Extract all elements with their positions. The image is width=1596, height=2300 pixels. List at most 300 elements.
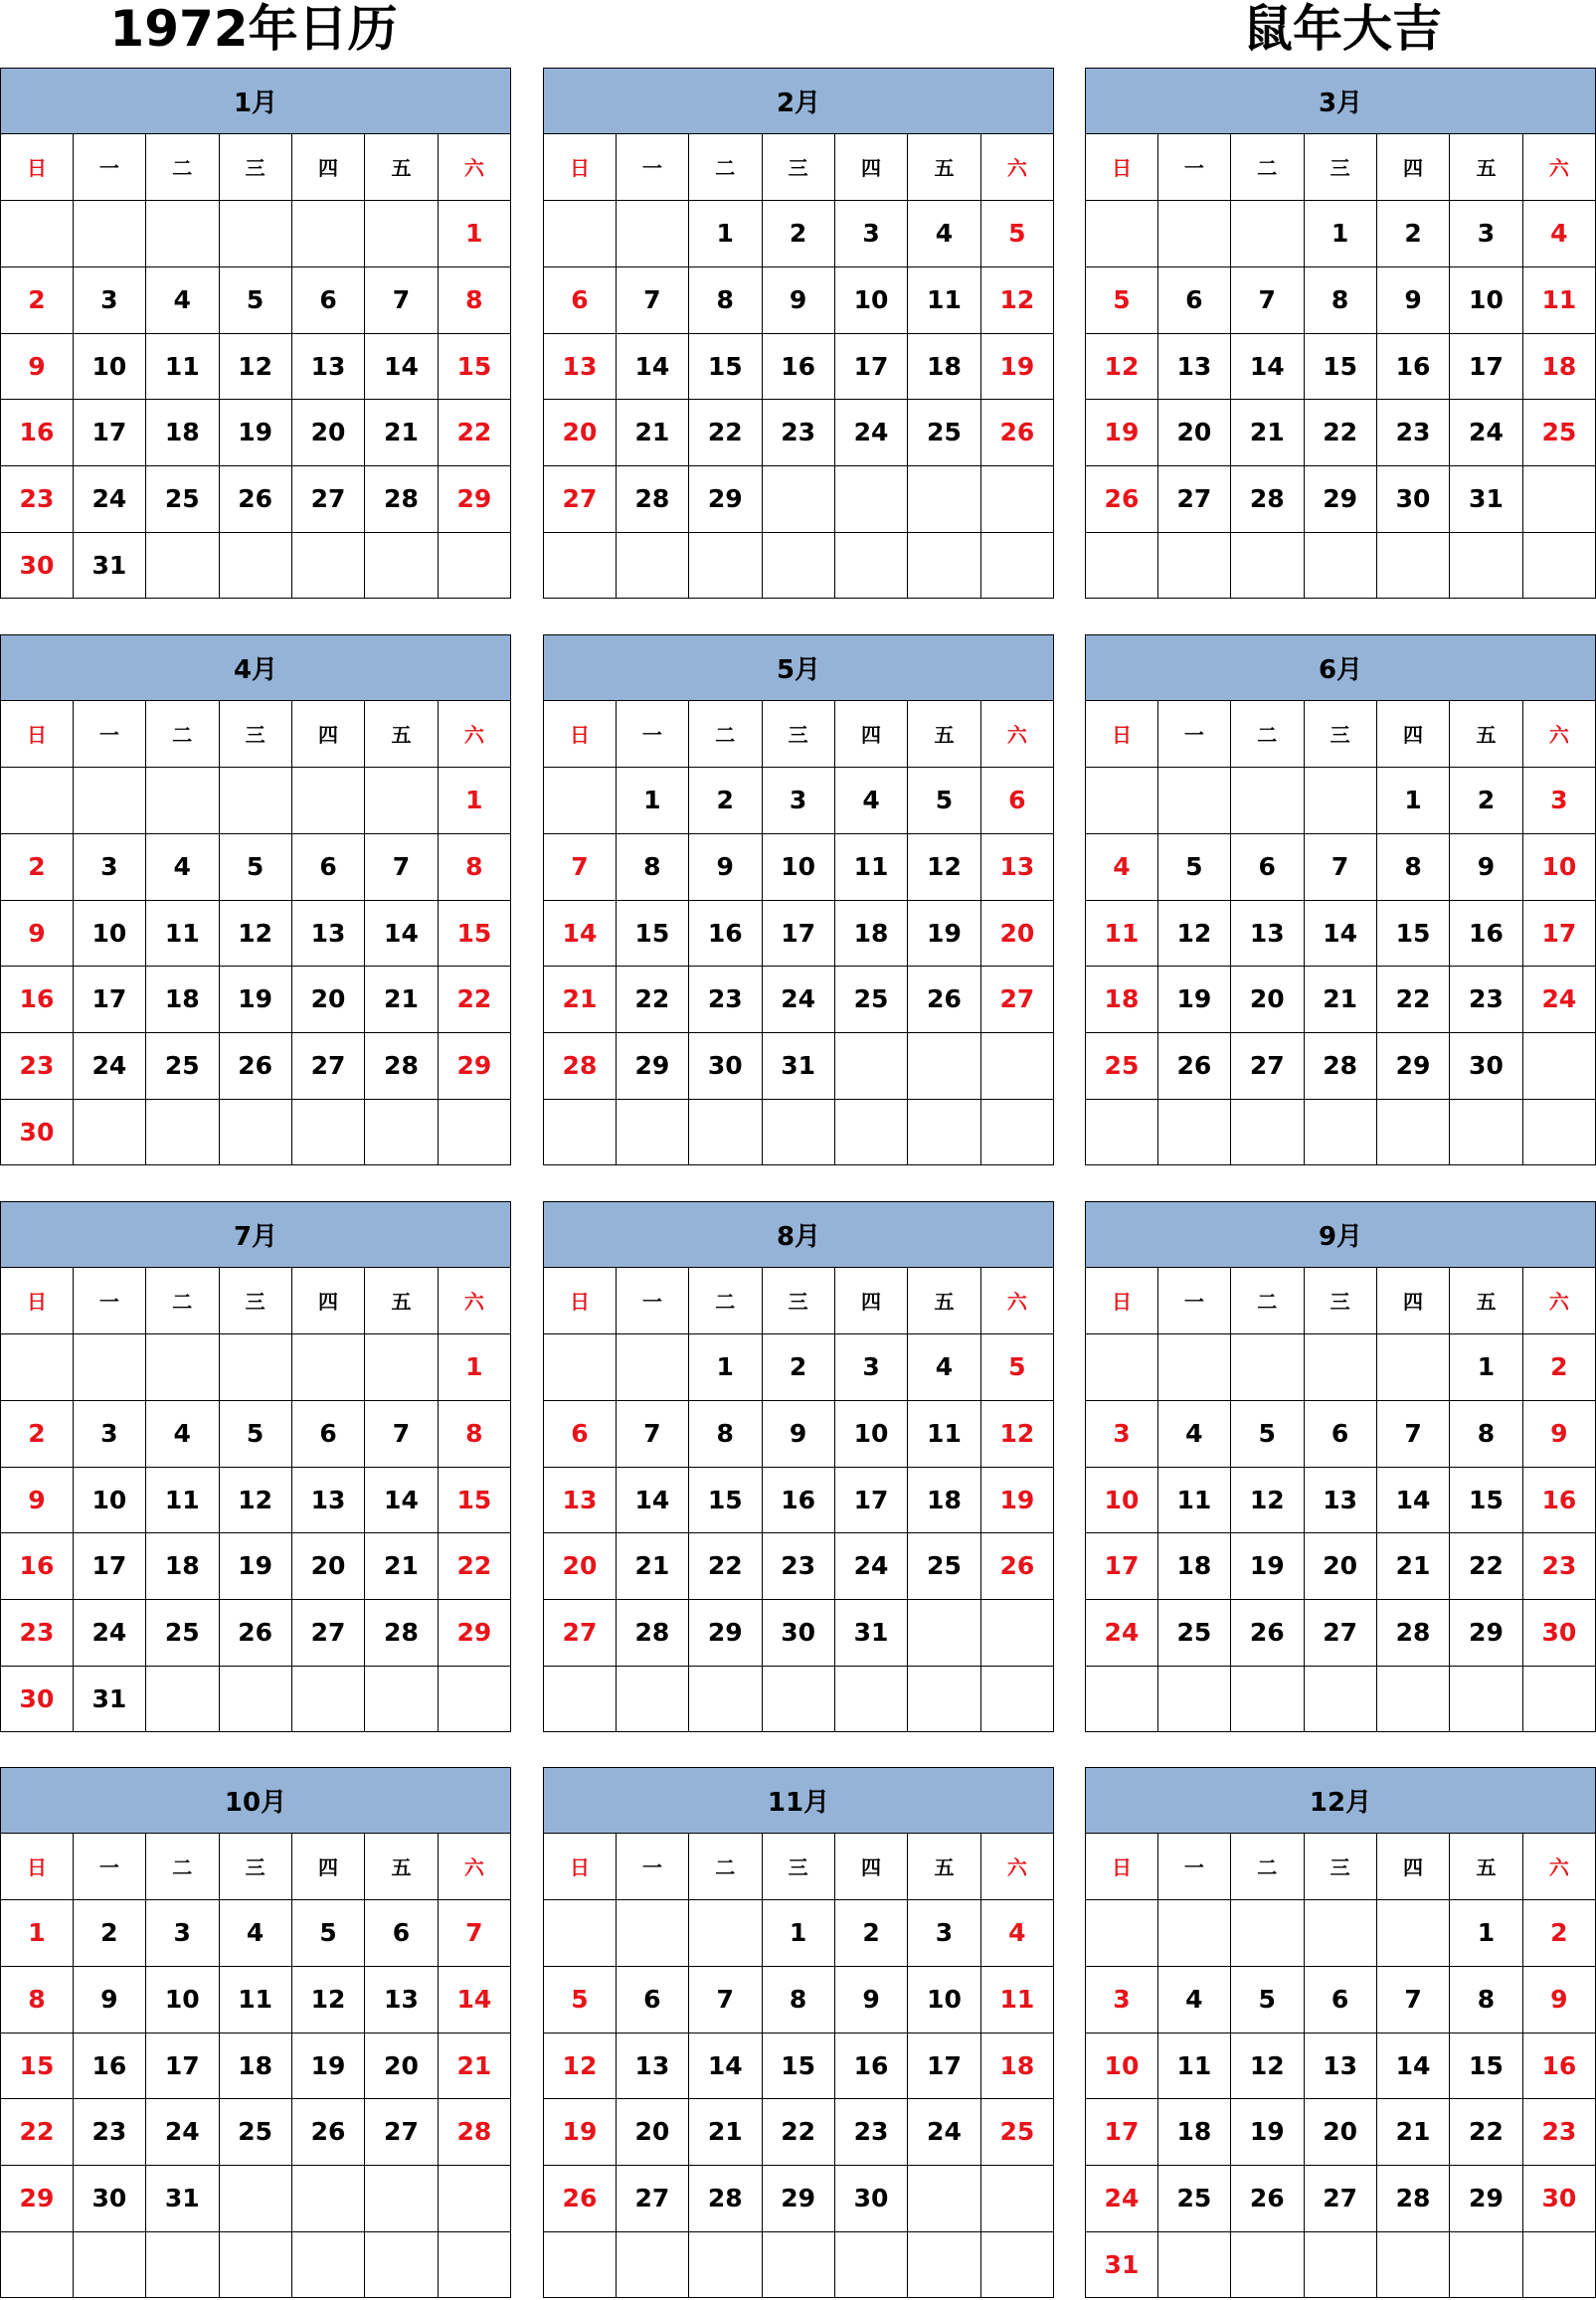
day-cell: 5 xyxy=(543,1966,617,2033)
day-cell: 3 xyxy=(908,1900,981,1967)
day-cell: 17 xyxy=(762,900,835,967)
day-cell: 6 xyxy=(980,768,1054,834)
month-title: 8月 xyxy=(543,1201,1054,1268)
day-cell: 17 xyxy=(73,1533,146,1600)
day-cell: 17 xyxy=(835,333,909,400)
empty-cell xyxy=(292,532,366,599)
weekday-label: 四 xyxy=(835,1834,909,1900)
day-cell: 23 xyxy=(1450,967,1523,1033)
day-cell: 3 xyxy=(762,768,835,834)
day-cell: 4 xyxy=(146,1400,220,1467)
day-cell: 28 xyxy=(616,1600,689,1667)
empty-cell xyxy=(1085,1900,1158,1967)
empty-cell xyxy=(616,532,689,599)
day-cell: 24 xyxy=(1450,400,1523,466)
day-cell: 18 xyxy=(146,400,220,466)
day-cell: 9 xyxy=(689,833,763,900)
empty-cell xyxy=(219,201,292,267)
month-title: 11月 xyxy=(543,1767,1054,1834)
weekday-label: 六 xyxy=(1522,134,1596,201)
day-cell: 29 xyxy=(1450,1600,1523,1667)
weekday-label: 二 xyxy=(146,701,220,768)
day-cell: 29 xyxy=(1304,466,1377,533)
empty-cell xyxy=(980,1666,1054,1732)
day-cell: 14 xyxy=(438,1966,511,2033)
empty-cell xyxy=(146,2231,220,2298)
empty-cell xyxy=(1231,2231,1305,2298)
weekday-label: 五 xyxy=(1450,134,1523,201)
weekday-label: 一 xyxy=(73,1268,146,1334)
empty-cell xyxy=(543,201,617,267)
day-cell: 1 xyxy=(438,1334,511,1401)
empty-cell xyxy=(1377,1099,1451,1165)
day-cell: 12 xyxy=(1085,333,1158,400)
empty-cell xyxy=(73,201,146,267)
day-cell: 6 xyxy=(1304,1966,1377,2033)
day-cell: 25 xyxy=(1522,400,1596,466)
day-cell: 7 xyxy=(1231,266,1305,333)
month-title: 9月 xyxy=(1085,1201,1596,1268)
empty-cell xyxy=(0,201,74,267)
month-block xyxy=(1085,634,1596,1165)
day-cell: 25 xyxy=(219,2099,292,2166)
empty-cell xyxy=(438,532,511,599)
weekday-label: 三 xyxy=(1304,701,1377,768)
day-cell: 15 xyxy=(438,1467,511,1533)
day-cell: 4 xyxy=(980,1900,1054,1967)
day-cell: 4 xyxy=(835,768,909,834)
day-cell: 3 xyxy=(835,1334,909,1401)
day-cell: 25 xyxy=(908,400,981,466)
day-cell: 8 xyxy=(0,1966,74,2033)
weekday-label: 五 xyxy=(1450,701,1523,768)
day-cell: 19 xyxy=(980,1467,1054,1533)
empty-cell xyxy=(1157,1334,1231,1401)
day-cell: 15 xyxy=(438,333,511,400)
month-block xyxy=(543,1201,1054,1732)
weekday-label: 三 xyxy=(219,701,292,768)
day-cell: 29 xyxy=(438,466,511,533)
weekday-label: 日 xyxy=(543,1834,617,1900)
day-cell: 26 xyxy=(219,1033,292,1100)
empty-cell xyxy=(1450,532,1523,599)
day-cell: 31 xyxy=(762,1033,835,1100)
day-cell: 13 xyxy=(543,1467,617,1533)
empty-cell xyxy=(0,2231,74,2298)
day-cell: 23 xyxy=(0,1033,74,1100)
day-cell: 10 xyxy=(1450,266,1523,333)
month-block xyxy=(543,1767,1054,2298)
month-title: 1月 xyxy=(0,68,511,134)
empty-cell xyxy=(365,1099,439,1165)
weekday-label: 四 xyxy=(1377,1834,1451,1900)
empty-cell xyxy=(543,768,617,834)
day-cell: 13 xyxy=(543,333,617,400)
day-cell: 24 xyxy=(908,2099,981,2166)
day-cell: 8 xyxy=(438,266,511,333)
day-cell: 10 xyxy=(835,266,909,333)
weekday-label: 四 xyxy=(1377,134,1451,201)
day-cell: 25 xyxy=(980,2099,1054,2166)
day-cell: 7 xyxy=(365,1400,439,1467)
day-cell: 19 xyxy=(219,1533,292,1600)
day-cell: 10 xyxy=(908,1966,981,2033)
empty-cell xyxy=(0,768,74,834)
empty-cell xyxy=(73,2231,146,2298)
day-cell: 16 xyxy=(835,2033,909,2099)
day-cell: 26 xyxy=(219,1600,292,1667)
weekday-label: 二 xyxy=(146,1834,220,1900)
day-cell: 19 xyxy=(1231,1533,1305,1600)
empty-cell xyxy=(365,1666,439,1732)
day-cell: 22 xyxy=(689,400,763,466)
day-cell: 5 xyxy=(1085,266,1158,333)
day-cell: 14 xyxy=(1304,900,1377,967)
day-cell: 2 xyxy=(0,833,74,900)
day-cell: 9 xyxy=(1377,266,1451,333)
weekday-label: 日 xyxy=(543,701,617,768)
day-cell: 17 xyxy=(1450,333,1523,400)
day-cell: 13 xyxy=(616,2033,689,2099)
empty-cell xyxy=(689,1900,763,1967)
empty-cell xyxy=(219,532,292,599)
weekday-label: 日 xyxy=(0,134,74,201)
day-cell: 5 xyxy=(219,1400,292,1467)
weekday-label: 三 xyxy=(762,701,835,768)
day-cell: 9 xyxy=(73,1966,146,2033)
day-cell: 22 xyxy=(438,400,511,466)
month-block xyxy=(543,68,1054,599)
day-cell: 2 xyxy=(762,201,835,267)
day-cell: 1 xyxy=(438,768,511,834)
day-cell: 21 xyxy=(543,967,617,1033)
weekday-label: 六 xyxy=(1522,1268,1596,1334)
empty-cell xyxy=(835,1099,909,1165)
empty-cell xyxy=(1085,1666,1158,1732)
day-cell: 28 xyxy=(543,1033,617,1100)
day-cell: 11 xyxy=(835,833,909,900)
empty-cell xyxy=(438,2231,511,2298)
day-cell: 18 xyxy=(219,2033,292,2099)
day-cell: 19 xyxy=(292,2033,366,2099)
day-cell: 12 xyxy=(219,900,292,967)
weekday-label: 五 xyxy=(365,1834,439,1900)
day-cell: 22 xyxy=(438,1533,511,1600)
weekday-label: 五 xyxy=(365,701,439,768)
empty-cell xyxy=(292,1099,366,1165)
empty-cell xyxy=(980,1099,1054,1165)
day-cell: 7 xyxy=(1377,1400,1451,1467)
empty-cell xyxy=(1522,1099,1596,1165)
day-cell: 10 xyxy=(1085,2033,1158,2099)
empty-cell xyxy=(146,532,220,599)
day-cell: 7 xyxy=(616,1400,689,1467)
day-cell: 19 xyxy=(219,400,292,466)
empty-cell xyxy=(73,768,146,834)
weekday-label: 一 xyxy=(616,134,689,201)
day-cell: 18 xyxy=(908,333,981,400)
day-cell: 6 xyxy=(543,1400,617,1467)
weekday-label: 六 xyxy=(1522,701,1596,768)
day-cell: 24 xyxy=(73,1600,146,1667)
day-cell: 9 xyxy=(1522,1966,1596,2033)
weekday-label: 一 xyxy=(1157,1268,1231,1334)
weekday-label: 三 xyxy=(762,1268,835,1334)
weekday-label: 五 xyxy=(1450,1268,1523,1334)
empty-cell xyxy=(616,1099,689,1165)
day-cell: 27 xyxy=(365,2099,439,2166)
empty-cell xyxy=(980,466,1054,533)
weekday-label: 一 xyxy=(73,701,146,768)
day-cell: 29 xyxy=(689,466,763,533)
day-cell: 8 xyxy=(616,833,689,900)
day-cell: 2 xyxy=(835,1900,909,1967)
day-cell: 23 xyxy=(762,1533,835,1600)
empty-cell xyxy=(908,1600,981,1667)
day-cell: 5 xyxy=(292,1900,366,1967)
day-cell: 2 xyxy=(1377,201,1451,267)
day-cell: 27 xyxy=(292,1033,366,1100)
day-cell: 8 xyxy=(1450,1400,1523,1467)
day-cell: 20 xyxy=(1231,967,1305,1033)
weekday-label: 一 xyxy=(73,1834,146,1900)
day-cell: 18 xyxy=(146,1533,220,1600)
empty-cell xyxy=(616,1334,689,1401)
empty-cell xyxy=(1522,1666,1596,1732)
day-cell: 20 xyxy=(365,2033,439,2099)
weekday-label: 六 xyxy=(438,1834,511,1900)
day-cell: 11 xyxy=(1522,266,1596,333)
empty-cell xyxy=(908,2231,981,2298)
day-cell: 13 xyxy=(1157,333,1231,400)
day-cell: 13 xyxy=(365,1966,439,2033)
day-cell: 26 xyxy=(908,967,981,1033)
empty-cell xyxy=(543,2231,617,2298)
day-cell: 23 xyxy=(1522,2099,1596,2166)
weekday-label: 日 xyxy=(0,701,74,768)
day-cell: 10 xyxy=(146,1966,220,2033)
day-cell: 3 xyxy=(1522,768,1596,834)
day-cell: 8 xyxy=(762,1966,835,2033)
day-cell: 20 xyxy=(616,2099,689,2166)
day-cell: 13 xyxy=(980,833,1054,900)
day-cell: 4 xyxy=(146,266,220,333)
day-cell: 29 xyxy=(0,2166,74,2232)
weekday-label: 六 xyxy=(980,1834,1054,1900)
empty-cell xyxy=(1231,1099,1305,1165)
empty-cell xyxy=(365,532,439,599)
day-cell: 14 xyxy=(543,900,617,967)
day-cell: 9 xyxy=(0,900,74,967)
day-cell: 21 xyxy=(689,2099,763,2166)
day-cell: 5 xyxy=(980,1334,1054,1401)
day-cell: 1 xyxy=(1450,1334,1523,1401)
day-cell: 29 xyxy=(1377,1033,1451,1100)
day-cell: 1 xyxy=(438,201,511,267)
weekday-label: 三 xyxy=(1304,134,1377,201)
day-cell: 14 xyxy=(365,1467,439,1533)
day-cell: 25 xyxy=(1085,1033,1158,1100)
empty-cell xyxy=(219,1099,292,1165)
day-cell: 17 xyxy=(73,967,146,1033)
day-cell: 7 xyxy=(543,833,617,900)
month-title: 2月 xyxy=(543,68,1054,134)
day-cell: 25 xyxy=(908,1533,981,1600)
day-cell: 12 xyxy=(1231,1467,1305,1533)
empty-cell xyxy=(1231,532,1305,599)
empty-cell xyxy=(1304,768,1377,834)
day-cell: 31 xyxy=(146,2166,220,2232)
day-cell: 23 xyxy=(1522,1533,1596,1600)
day-cell: 26 xyxy=(219,466,292,533)
day-cell: 23 xyxy=(1377,400,1451,466)
day-cell: 15 xyxy=(438,900,511,967)
day-cell: 30 xyxy=(0,1099,74,1165)
day-cell: 31 xyxy=(1450,466,1523,533)
day-cell: 7 xyxy=(1304,833,1377,900)
day-cell: 5 xyxy=(219,833,292,900)
day-cell: 3 xyxy=(1450,201,1523,267)
weekday-label: 一 xyxy=(1157,134,1231,201)
weekday-label: 四 xyxy=(1377,1268,1451,1334)
day-cell: 15 xyxy=(1450,1467,1523,1533)
empty-cell xyxy=(1157,1099,1231,1165)
day-cell: 12 xyxy=(219,1467,292,1533)
empty-cell xyxy=(980,2231,1054,2298)
empty-cell xyxy=(1377,532,1451,599)
day-cell: 27 xyxy=(980,967,1054,1033)
day-cell: 20 xyxy=(292,967,366,1033)
empty-cell xyxy=(762,2231,835,2298)
weekday-label: 三 xyxy=(219,134,292,201)
day-cell: 2 xyxy=(0,266,74,333)
day-cell: 21 xyxy=(365,967,439,1033)
weekday-label: 五 xyxy=(908,701,981,768)
empty-cell xyxy=(980,1600,1054,1667)
day-cell: 9 xyxy=(762,266,835,333)
empty-cell xyxy=(1522,1033,1596,1100)
weekday-label: 日 xyxy=(543,1268,617,1334)
day-cell: 11 xyxy=(219,1966,292,2033)
day-cell: 1 xyxy=(1450,1900,1523,1967)
empty-cell xyxy=(219,2166,292,2232)
day-cell: 3 xyxy=(835,201,909,267)
day-cell: 4 xyxy=(146,833,220,900)
day-cell: 15 xyxy=(1377,900,1451,967)
empty-cell xyxy=(835,1666,909,1732)
day-cell: 24 xyxy=(73,1033,146,1100)
day-cell: 23 xyxy=(0,1600,74,1667)
weekday-label: 三 xyxy=(762,134,835,201)
empty-cell xyxy=(908,466,981,533)
day-cell: 2 xyxy=(73,1900,146,1967)
day-cell: 20 xyxy=(292,400,366,466)
day-cell: 19 xyxy=(908,900,981,967)
day-cell: 30 xyxy=(762,1600,835,1667)
empty-cell xyxy=(1085,1334,1158,1401)
weekday-label: 四 xyxy=(292,701,366,768)
weekday-label: 三 xyxy=(219,1268,292,1334)
weekday-label: 日 xyxy=(1085,1268,1158,1334)
day-cell: 25 xyxy=(1157,1600,1231,1667)
day-cell: 30 xyxy=(1522,1600,1596,1667)
empty-cell xyxy=(835,2231,909,2298)
day-cell: 27 xyxy=(543,466,617,533)
empty-cell xyxy=(689,2231,763,2298)
weekday-label: 二 xyxy=(689,701,763,768)
weekday-label: 六 xyxy=(1522,1834,1596,1900)
empty-cell xyxy=(219,768,292,834)
day-cell: 24 xyxy=(1522,967,1596,1033)
empty-cell xyxy=(1231,1334,1305,1401)
day-cell: 5 xyxy=(1231,1400,1305,1467)
day-cell: 1 xyxy=(1304,201,1377,267)
day-cell: 5 xyxy=(980,201,1054,267)
day-cell: 18 xyxy=(1157,2099,1231,2166)
day-cell: 9 xyxy=(762,1400,835,1467)
empty-cell xyxy=(219,1334,292,1401)
day-cell: 2 xyxy=(1522,1900,1596,1967)
day-cell: 25 xyxy=(835,967,909,1033)
empty-cell xyxy=(543,1666,617,1732)
day-cell: 16 xyxy=(1450,900,1523,967)
weekday-label: 一 xyxy=(616,1268,689,1334)
day-cell: 20 xyxy=(1304,2099,1377,2166)
day-cell: 19 xyxy=(219,967,292,1033)
empty-cell xyxy=(1377,1900,1451,1967)
day-cell: 19 xyxy=(1231,2099,1305,2166)
day-cell: 6 xyxy=(292,1400,366,1467)
day-cell: 17 xyxy=(73,400,146,466)
weekday-label: 二 xyxy=(689,1834,763,1900)
day-cell: 10 xyxy=(835,1400,909,1467)
day-cell: 8 xyxy=(1304,266,1377,333)
weekday-label: 五 xyxy=(908,1268,981,1334)
day-cell: 16 xyxy=(689,900,763,967)
weekday-label: 六 xyxy=(980,1268,1054,1334)
month-block xyxy=(0,1201,511,1732)
day-cell: 14 xyxy=(1231,333,1305,400)
day-cell: 22 xyxy=(762,2099,835,2166)
weekday-label: 五 xyxy=(908,1834,981,1900)
weekday-label: 二 xyxy=(689,134,763,201)
day-cell: 8 xyxy=(689,266,763,333)
day-cell: 23 xyxy=(0,466,74,533)
day-cell: 21 xyxy=(1377,2099,1451,2166)
empty-cell xyxy=(1304,1900,1377,1967)
empty-cell xyxy=(146,201,220,267)
weekday-label: 六 xyxy=(438,134,511,201)
day-cell: 17 xyxy=(835,1467,909,1533)
empty-cell xyxy=(1157,2231,1231,2298)
empty-cell xyxy=(1522,2231,1596,2298)
empty-cell xyxy=(1085,768,1158,834)
empty-cell xyxy=(0,1334,74,1401)
day-cell: 8 xyxy=(438,833,511,900)
weekday-label: 二 xyxy=(1231,134,1305,201)
empty-cell xyxy=(365,2166,439,2232)
day-cell: 9 xyxy=(1450,833,1523,900)
day-cell: 30 xyxy=(689,1033,763,1100)
day-cell: 22 xyxy=(616,967,689,1033)
day-cell: 14 xyxy=(365,900,439,967)
day-cell: 16 xyxy=(0,1533,74,1600)
day-cell: 7 xyxy=(365,266,439,333)
empty-cell xyxy=(1085,532,1158,599)
day-cell: 6 xyxy=(1157,266,1231,333)
day-cell: 26 xyxy=(543,2166,617,2232)
day-cell: 28 xyxy=(438,2099,511,2166)
